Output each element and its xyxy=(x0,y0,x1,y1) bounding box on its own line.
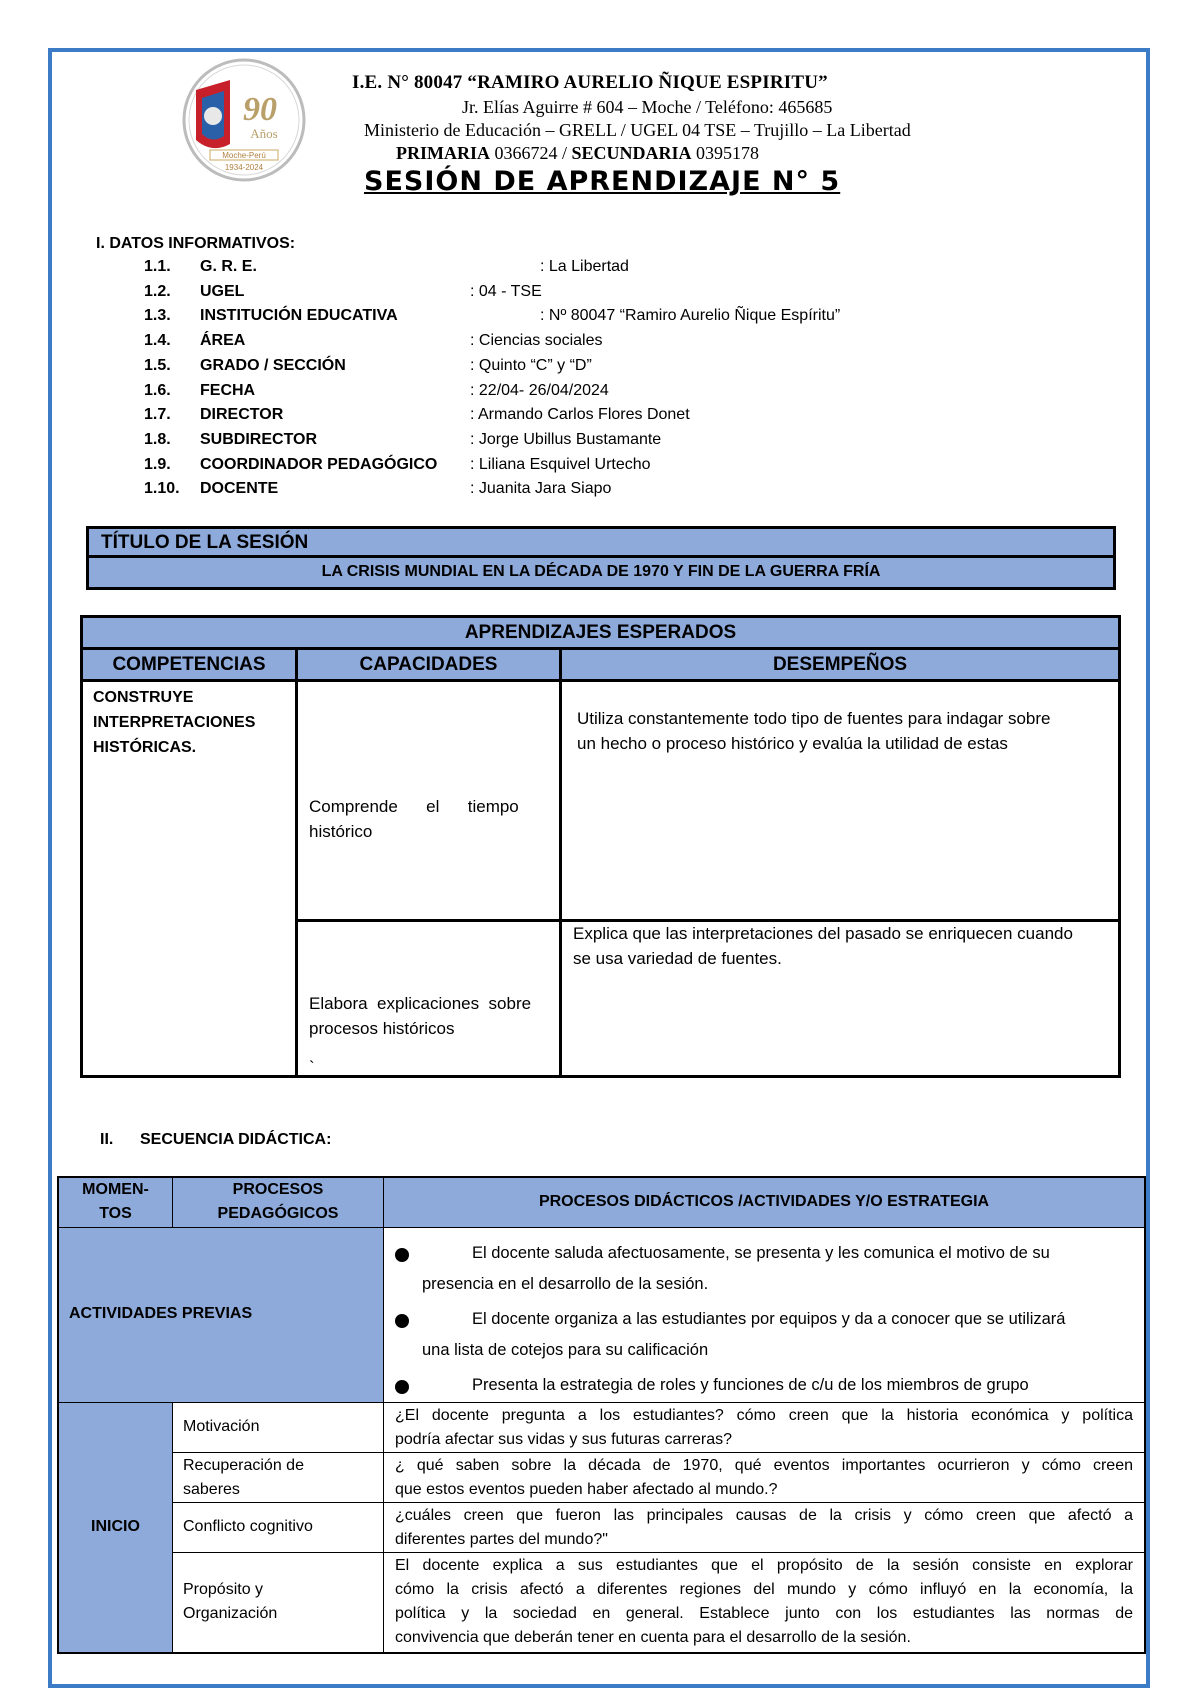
col-procesos xyxy=(173,1178,383,1226)
datos-value: : Juanita Jara Siapo xyxy=(470,480,612,498)
school-address: Jr. Elías Aguirre # 604 – Moche / Teléfono: 465685 xyxy=(462,97,833,117)
divider xyxy=(172,1502,1144,1503)
logo-years: Años xyxy=(250,126,278,141)
school-name: I.E. N° 80047 “RAMIRO AURELIO ÑIQUE ESPIRITU” xyxy=(352,72,828,93)
capacidad-line: procesos históricos xyxy=(309,1019,455,1038)
texto-line: ¿ qué saben sobre la década de 1970, qué eventos importantes ocurrieron y cómo creen xyxy=(395,1457,1133,1474)
session-title-box xyxy=(86,526,1116,590)
texto-motivacion xyxy=(395,1404,1133,1452)
datos-label: COORDINADOR PEDAGÓGICO xyxy=(200,455,438,473)
texto-line: ¿El docente pregunta a los estudiantes? cómo creen que la historia económica y política xyxy=(395,1407,1133,1424)
bullet-line: El docente saluda afectuosamente, se presenta y les comunica el motivo de su xyxy=(472,1244,1050,1262)
datos-value: : Ciencias sociales xyxy=(470,332,603,350)
bullet-line: una lista de cotejos para su calificación xyxy=(422,1341,709,1359)
datos-label: DOCENTE xyxy=(200,480,279,498)
primaria-label: PRIMARIA xyxy=(396,143,490,163)
competencia-line: INTERPRETACIONES xyxy=(93,714,256,731)
desempeno-2-cell xyxy=(573,921,1073,971)
datos-number: 1.4. xyxy=(144,332,171,350)
bullet-line: presencia en el desarrollo de la sesión. xyxy=(422,1275,709,1293)
datos-title: I. DATOS INFORMATIVOS: xyxy=(96,235,296,252)
aprendizajes-table xyxy=(80,615,1121,1078)
anniversary-logo xyxy=(182,58,306,182)
ministry-line: Ministerio de Educación – GRELL / UGEL 04 TSE – Trujillo – La Libertad xyxy=(364,120,911,140)
desempeno-line: Utiliza constantemente todo tipo de fuentes para indagar sobre xyxy=(577,709,1051,728)
texto-conflicto xyxy=(395,1504,1133,1552)
capacidad-line: Elabora explicaciones sobre xyxy=(309,994,532,1013)
session-title-label: TÍTULO DE LA SESIÓN xyxy=(101,532,309,553)
datos-label: GRADO / SECCIÓN xyxy=(200,356,346,374)
datos-value: : La Libertad xyxy=(540,258,629,275)
session-title: SESIÓN DE APRENDIZAJE N° 5 xyxy=(364,166,841,197)
divider xyxy=(383,1178,384,1652)
col-desempenos: DESEMPEÑOS xyxy=(562,650,1118,682)
capacidad-2-cell xyxy=(309,991,549,1080)
session-title-value: LA CRISIS MUNDIAL EN LA DÉCADA DE 1970 Y FIN DE LA GUERRA FRÍA xyxy=(321,563,881,580)
texto-proposito xyxy=(395,1554,1133,1650)
divider xyxy=(172,1552,1144,1553)
secundaria-code: 0395178 xyxy=(696,143,760,163)
competencia-line: CONSTRUYE xyxy=(93,689,194,706)
divider xyxy=(172,1402,173,1652)
datos-number: 1.2. xyxy=(144,282,171,300)
texto-line: diferentes partes del mundo?" xyxy=(395,1531,608,1548)
desempeno-line: un hecho o proceso histórico y evalúa la utilidad de estas xyxy=(577,734,1008,753)
divider xyxy=(59,1227,1144,1228)
proceso-motivacion: Motivación xyxy=(183,1418,260,1435)
proceso-line: Recuperación de xyxy=(183,1457,304,1474)
col-capacidades: CAPACIDADES xyxy=(298,650,559,682)
datos-number: 1.3. xyxy=(144,307,171,325)
datos-value: : Quinto “C” y “D” xyxy=(470,356,592,374)
logo-period: 1934-2024 xyxy=(224,163,264,172)
texto-line: política y la sociedad en general. Establece junto con los estudiantes las normas de xyxy=(395,1605,1133,1622)
texto-line: convivencia que deberán tener en cuenta para el desarrollo de la sesión. xyxy=(395,1629,911,1646)
capacidad-1-cell xyxy=(309,794,549,844)
datos-value: : 22/04- 26/04/2024 xyxy=(470,381,609,399)
bullet-icon xyxy=(395,1380,409,1394)
previas-label: ACTIVIDADES PREVIAS xyxy=(69,1305,253,1322)
texto-line: que estos eventos pueden haber afectado al mundo.? xyxy=(395,1481,778,1498)
datos-value: : Nº 80047 “Ramiro Aurelio Ñique Espíritu” xyxy=(540,307,841,325)
secundaria-label: SECUNDARIA xyxy=(571,143,692,163)
session-title-header xyxy=(89,529,1113,558)
texto-recuperacion xyxy=(395,1454,1133,1502)
divider xyxy=(172,1452,1144,1453)
desempeno-line: se usa variedad de fuentes. xyxy=(573,949,782,968)
texto-line: cómo la crisis afectó a diferentes regiones del mundo y cómo influyó en la economía, la xyxy=(395,1581,1133,1598)
datos-label: UGEL xyxy=(200,282,245,300)
datos-label: INSTITUCIÓN EDUCATIVA xyxy=(200,307,398,325)
datos-value: : 04 - TSE xyxy=(470,282,542,300)
divider xyxy=(295,650,298,1078)
logo-number: 90 xyxy=(243,91,277,128)
datos-number: 1.6. xyxy=(144,381,171,399)
datos-value: : Jorge Ubillus Bustamante xyxy=(470,430,662,448)
capacidad-mark: ` xyxy=(309,1058,315,1077)
datos-number: 1.7. xyxy=(144,406,171,424)
datos-value: : Armando Carlos Flores Donet xyxy=(470,406,690,424)
secuencia-table xyxy=(57,1176,1146,1654)
texto-line: El docente explica a sus estudiantes que el propósito de la sesión consiste en explorar xyxy=(395,1557,1133,1574)
datos-label: SUBDIRECTOR xyxy=(200,430,318,448)
proceso-proposito xyxy=(183,1578,277,1626)
aprendizajes-title: APRENDIZAJES ESPERADOS xyxy=(83,618,1118,650)
datos-number: 1.5. xyxy=(144,356,171,374)
previas-bullet-2 xyxy=(402,1304,1134,1366)
proceso-recuperacion xyxy=(183,1454,304,1502)
previas-bullet-1 xyxy=(402,1238,1134,1300)
header-line: TOS xyxy=(99,1205,132,1222)
col-competencias: COMPETENCIAS xyxy=(83,650,295,682)
datos-label: DIRECTOR xyxy=(200,406,284,424)
previas-bullet-3: Presenta la estrategia de roles y funciones de c/u de los miembros de grupo xyxy=(472,1376,1029,1394)
datos-number: 1.10. xyxy=(144,480,180,498)
capacidad-line: Comprende el tiempo xyxy=(309,797,519,816)
bullet-line: El docente organiza a las estudiantes por equipos y da a conocer que se utilizará xyxy=(472,1310,1066,1328)
secuencia-title-text: II. SECUENCIA DIDÁCTICA: xyxy=(100,1131,332,1148)
proceso-line: Organización xyxy=(183,1605,278,1622)
datos-label: ÁREA xyxy=(200,332,246,350)
header-line: PROCESOS xyxy=(232,1181,324,1198)
desempeno-1-cell xyxy=(577,706,1050,756)
datos-number: 1.1. xyxy=(144,258,171,275)
logo-place: Moche-Perú xyxy=(222,151,266,160)
primaria-code: 0366724 / xyxy=(494,143,568,163)
texto-line: ¿cuáles creen que fueron las principales causas de la crisis y cómo creen que afectó a xyxy=(395,1507,1133,1524)
inicio-label: INICIO xyxy=(91,1518,140,1535)
texto-line: podría afectar sus vidas y sus futuras carreras? xyxy=(395,1431,733,1448)
datos-number: 1.8. xyxy=(144,430,171,448)
col-actividades: PROCESOS DIDÁCTICOS /ACTIVIDADES Y/O ESTRATEGIA xyxy=(538,1193,990,1210)
divider xyxy=(59,1402,1144,1403)
header-line: PEDAGÓGICOS xyxy=(217,1205,339,1222)
datos-label: G. R. E. xyxy=(200,258,257,275)
capacidad-line: histórico xyxy=(309,822,373,841)
divider xyxy=(559,650,562,1078)
competencia-line: HISTÓRICAS. xyxy=(93,739,197,756)
secuencia-title xyxy=(100,1131,331,1149)
proceso-conflicto: Conflicto cognitivo xyxy=(183,1518,313,1535)
datos-number: 1.9. xyxy=(144,455,171,473)
col-momentos xyxy=(59,1178,172,1226)
competencia-cell xyxy=(93,685,255,760)
desempeno-line: Explica que las interpretaciones del pasado se enriquecen cuando xyxy=(573,924,1073,943)
header-line: MOMEN- xyxy=(82,1181,149,1198)
datos-label: FECHA xyxy=(200,381,256,399)
proceso-line: saberes xyxy=(183,1481,240,1498)
proceso-line: Propósito y xyxy=(183,1581,264,1598)
datos-value: : Liliana Esquivel Urtecho xyxy=(470,455,651,473)
school-codes xyxy=(396,143,759,164)
